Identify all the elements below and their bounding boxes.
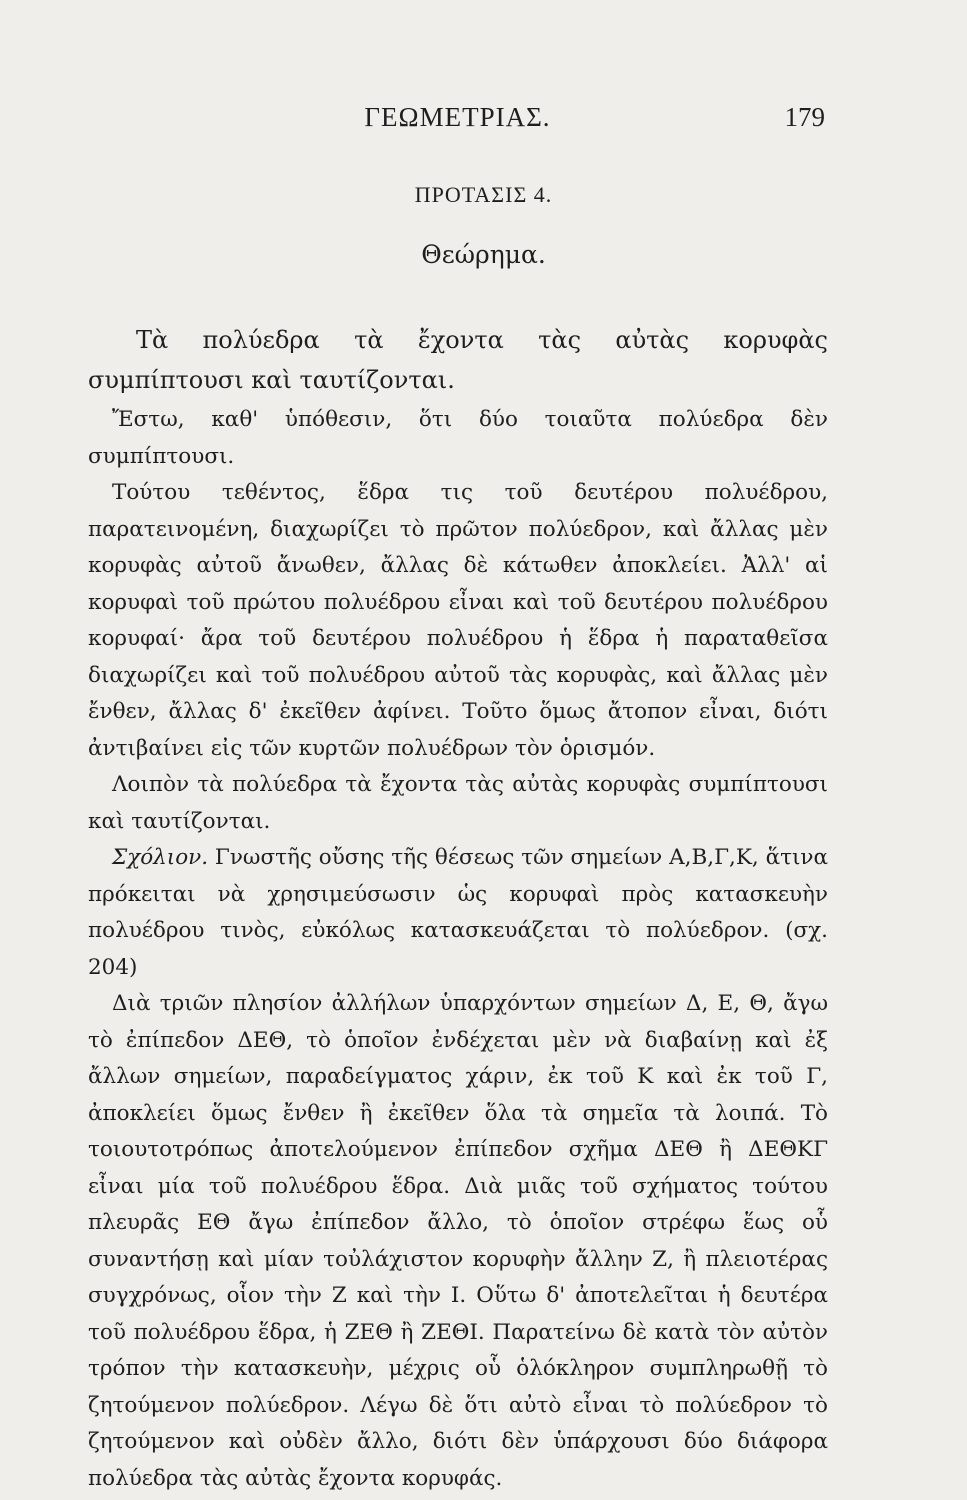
running-head xyxy=(90,100,825,136)
paragraph-hypothesis: Ἔστω, καθ' ὑπόθεσιν, ὅτι δύο τοιαῦτα πολύεδρα δὲν συμπίπτουσι. xyxy=(88,407,828,469)
body-text xyxy=(88,320,828,1497)
paragraph-conclusion: Λοιπὸν τὰ πολύεδρα τὰ ἔχοντα τὰς αὐτὰς κορυφὰς συμπίπτουσι καὶ ταυτίζονται. xyxy=(88,772,828,834)
theorem-statement: Τὰ πολύεδρα τὰ ἔχοντα τὰς αὐτὰς κορυφὰς συμπίπτουσι καὶ ταυτίζονται. xyxy=(88,326,828,394)
scholion-label: Σχόλιον. xyxy=(112,845,209,870)
scholion-text: Γνωστῆς οὔσης τῆς θέσεως τῶν σημείων Α,Β,Γ,Κ, ἅτινα πρόκειται νὰ χρησιμεύσωσιν ὡς κορυφαὶ πρὸς κατασκευὴν πολυέδρου τινὸς, εὐκόλως κατασκευάζεται τὸ πολύεδρον. (σχ. 204) xyxy=(88,845,828,980)
paragraph-scholion xyxy=(88,840,828,986)
running-title: ΓΕΩΜΕΤΡΙΑΣ. xyxy=(364,102,551,132)
theorem-label: Θεώρημα. xyxy=(421,240,546,269)
page-number: 179 xyxy=(784,102,825,132)
paragraph-construction: Διὰ τριῶν πλησίον ἀλλήλων ὑπαρχόντων σημείων Δ, Ε, Θ, ἄγω τὸ ἐπίπεδον ΔΕΘ, τὸ ὁποῖον ἐνδέχεται μὲν νὰ διαβαίνῃ καὶ ἐξ ἄλλων σημείων, παραδείγματος χάριν, ἐκ τοῦ Κ καὶ ἐκ τοῦ Γ, ἀποκλείει ὅμως ἔνθεν ἢ ἐκεῖθεν ὅλα τὰ σημεῖα τὰ λοιπά. Τὸ τοιουτοτρόπως ἀποτελούμενον ἐπίπεδον σχῆμα ΔΕΘ ἢ ΔΕΘΚΓ εἶναι μία τοῦ πολυέδρου ἕδρα. Διὰ μιᾶς τοῦ σχήματος τούτου πλευρᾶς ΕΘ ἄγω ἐπίπεδον ἄλλο, τὸ ὁποῖον στρέφω ἕως οὗ συναντήσῃ καὶ μίαν τοὐλάχιστον κορυφὴν ἄλλην Ζ, ἢ πλειοτέρας συγχρόνως, οἷον τὴν Ζ καὶ τὴν Ι. Οὕτω δ' ἀποτελεῖται ἡ δευτέρα τοῦ πολυέδρου ἕδρα, ἡ ΖΕΘ ἢ ΖΕΘΙ. Παρατείνω δὲ κατὰ τὸν αὐτὸν τρόπον τὴν κατασκευὴν, μέχρις οὗ ὁλόκληρον συμπληρωθῇ τὸ ζητούμενον πολύεδρον. Λέγω δὲ ὅτι αὐτὸ εἶναι τὸ πολύεδρον τὸ ζητούμενον καὶ οὐδὲν ἄλλο, διότι δὲν ὑπάρχουσι δύο διάφορα πολύεδρα τὰς αὐτὰς ἔχοντα κορυφάς. xyxy=(88,991,828,1491)
proposition-title: ΠΡΟΤΑΣΙΣ 4. xyxy=(414,182,553,207)
paragraph-proof: Τούτου τεθέντος, ἕδρα τις τοῦ δευτέρου πολυέδρου, παρατεινομένη, διαχωρίζει τὸ πρῶτον πολύεδρον, καὶ ἄλλας μὲν κορυφὰς αὐτοῦ ἄνωθεν, ἄλλας δὲ κάτωθεν ἀποκλείει. Ἀλλ' αἱ κορυφαὶ τοῦ πρώτου πολυέδρου εἶναι καὶ τοῦ δευτέρου πολυέδρου κορυφαί· ἄρα τοῦ δευτέρου πολυέδρου ἡ ἕδρα ἡ παραταθεῖσα διαχωρίζει καὶ τοῦ πολυέδρου αὐτοῦ τὰς κορυφὰς, καὶ ἄλλας μὲν ἔνθεν, ἄλλας δ' ἐκεῖθεν ἀφίνει. Τοῦτο ὅμως ἄτοπον εἶναι, διότι ἀντιβαίνει εἰς τῶν κυρτῶν πολυέδρων τὸν ὁρισμόν. xyxy=(88,480,828,761)
